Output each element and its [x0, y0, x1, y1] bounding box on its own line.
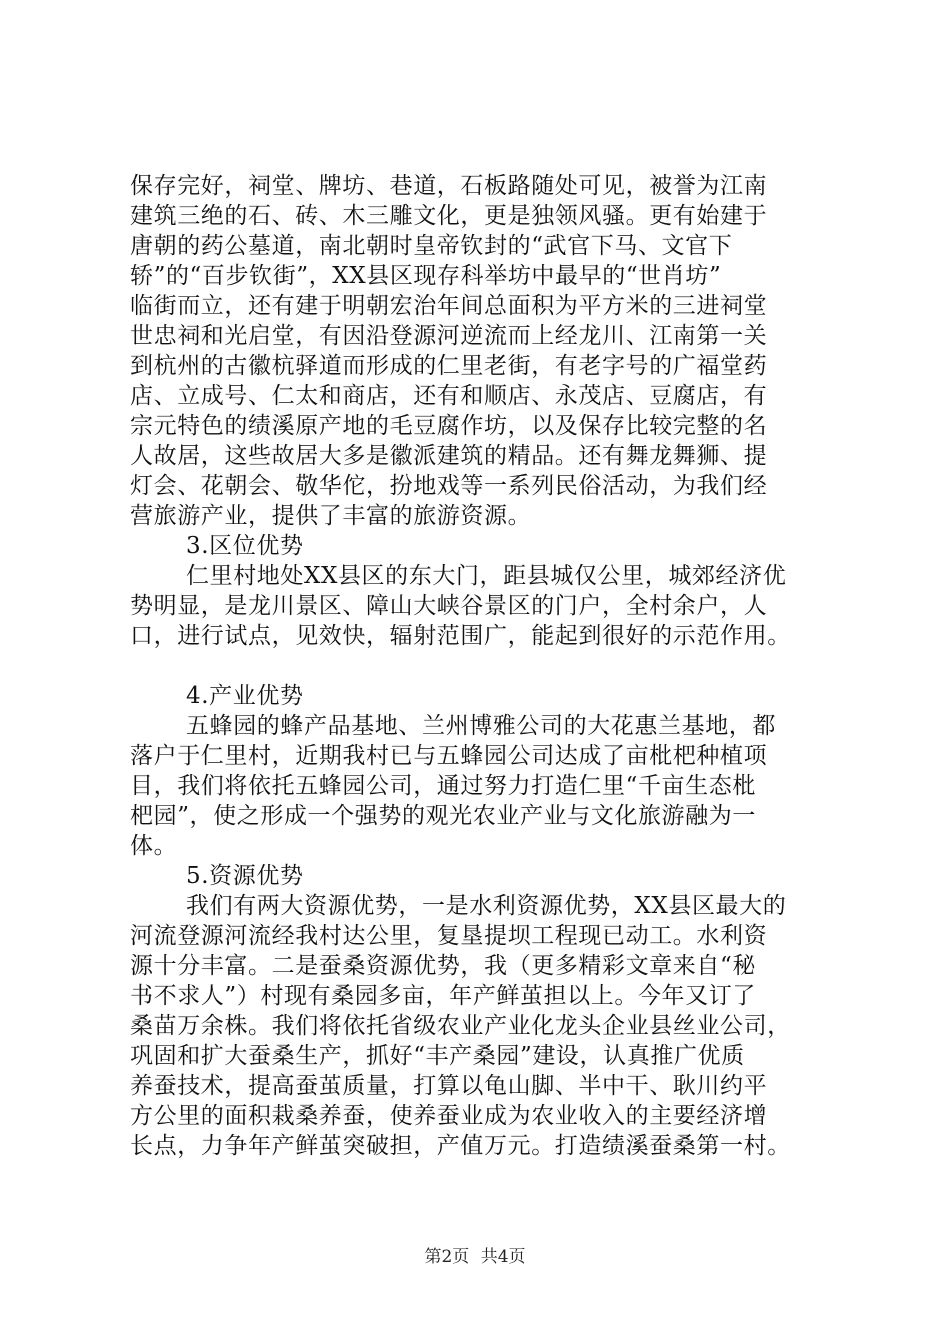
section-heading-location: 3.区位优势	[186, 533, 304, 559]
body-line: 保存完好，祠堂、牌坊、巷道，石板路随处可见，被誉为江南	[130, 173, 768, 199]
body-line: 口，进行试点，见效快，辐射范围广，能起到很好的示范作用。	[130, 623, 791, 649]
body-line: 体。	[130, 833, 178, 859]
paragraph-first-line: 仁里村地处XX县区的东大门，距县城仅公里，城郊经济优	[186, 563, 787, 589]
body-line: 营旅游产业，提供了丰富的旅游资源。	[130, 503, 532, 529]
section-heading-industry: 4.产业优势	[186, 683, 304, 709]
body-line: 桑苗万余株。我们将依托省级农业产业化龙头企业县丝业公司，	[130, 1013, 791, 1039]
body-line: 世忠祠和光启堂，有因沿登源河逆流而上经龙川、江南第一关	[130, 323, 768, 349]
body-line: 唐朝的药公墓道，南北朝时皇帝钦封的“武官下马、文官下	[130, 233, 733, 259]
body-line: 养蚕技术，提高蚕茧质量，打算以龟山脚、半中干、耿川约平	[130, 1073, 768, 1099]
page-number: 第2页	[424, 1247, 470, 1267]
body-line: 杷园”，使之形成一个强势的观光农业产业与文化旅游融为一	[130, 803, 756, 829]
body-line: 书不求人”）村现有桑园多亩，年产鲜茧担以上。今年又订了	[130, 983, 756, 1009]
body-line: 轿”的“百步钦街”，XX县区现存科举坊中最早的“世肖坊”	[130, 263, 722, 289]
body-line: 长点，力争年产鲜茧突破担，产值万元。打造绩溪蚕桑第一村。	[130, 1133, 791, 1159]
page-total: 共4页	[480, 1247, 526, 1267]
paragraph-first-line: 我们有两大资源优势，一是水利资源优势，XX县区最大的	[186, 893, 787, 919]
page-footer	[0, 1245, 950, 1269]
body-line: 落户于仁里村，近期我村已与五蜂园公司达成了亩枇杷种植项	[130, 743, 768, 769]
body-line: 宗元特色的绩溪原产地的毛豆腐作坊，以及保存比较完整的名	[130, 413, 768, 439]
body-line: 巩固和扩大蚕桑生产，抓好“丰产桑园”建设，认真推广优质	[130, 1043, 745, 1069]
section-heading-resources: 5.资源优势	[186, 863, 304, 889]
body-line: 临街而立，还有建于明朝宏治年间总面积为平方米的三进祠堂	[130, 293, 768, 319]
body-line: 方公里的面积栽桑养蚕，使养蚕业成为农业收入的主要经济增	[130, 1103, 768, 1129]
body-line: 店、立成号、仁太和商店，还有和顺店、永茂店、豆腐店，有	[130, 383, 768, 409]
body-line: 源十分丰富。二是蚕桑资源优势，我（更多精彩文章来自“秘	[130, 953, 756, 979]
body-line: 到杭州的古徽杭驿道而形成的仁里老街，有老字号的广福堂药	[130, 353, 768, 379]
body-line: 人故居，这些故居大多是徽派建筑的精品。还有舞龙舞狮、提	[130, 443, 768, 469]
body-line: 建筑三绝的石、砖、木三雕文化，更是独领风骚。更有始建于	[130, 203, 768, 229]
body-line: 河流登源河流经我村达公里，复垦提坝工程现已动工。水利资	[130, 923, 768, 949]
paragraph-first-line: 五蜂园的蜂产品基地、兰州博雅公司的大花惠兰基地，都	[186, 713, 776, 739]
body-line: 灯会、花朝会、敬华佗，扮地戏等一系列民俗活动，为我们经	[130, 473, 768, 499]
body-line: 势明显，是龙川景区、障山大峡谷景区的门户，全村余户，人	[130, 593, 768, 619]
body-line: 目，我们将依托五蜂园公司，通过努力打造仁里“千亩生态枇	[130, 773, 756, 799]
